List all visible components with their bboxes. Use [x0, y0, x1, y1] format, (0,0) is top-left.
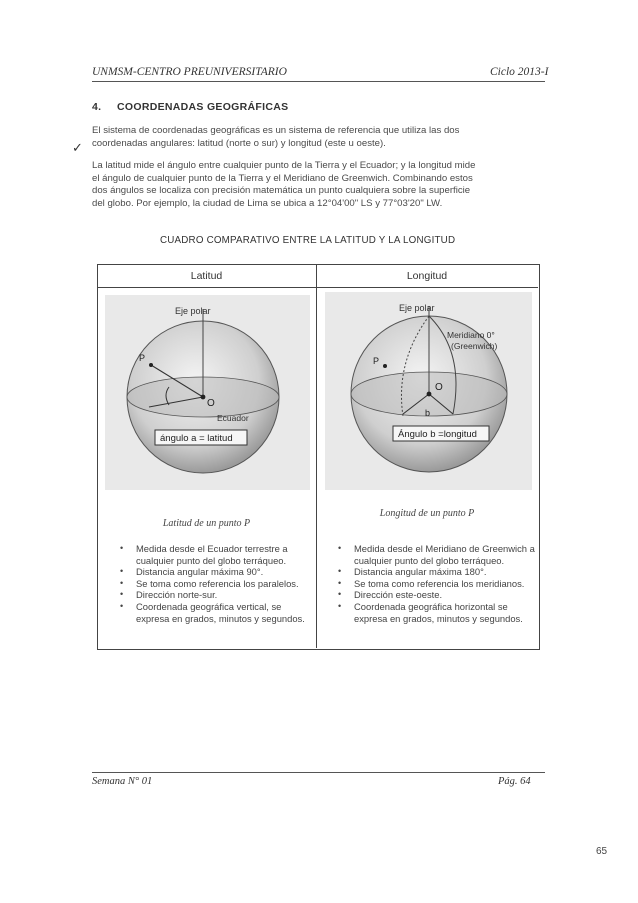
paragraph-line: coordenadas angulares: latitud (norte o sur) y longitud (este u oeste).: [92, 137, 386, 149]
list-item: • Se toma como referencia los meridianos.: [336, 578, 536, 590]
point-p-marker: [383, 364, 387, 368]
table-title: CUADRO COMPARATIVO ENTRE LA LATITUD Y LA LONGITUD: [160, 235, 456, 246]
point-label: P: [139, 353, 146, 363]
b-label: b: [425, 408, 431, 418]
list-item: • Coordenada geográfica vertical, se expresa en grados, minutos y segundos.: [118, 601, 314, 624]
margin-check-mark: ✓: [72, 140, 83, 155]
list-item: • Dirección norte-sur.: [118, 589, 314, 601]
center-o-marker: [201, 395, 206, 400]
greenwich-label: (Greenwich): [451, 341, 498, 351]
longitude-caption: Longitud de un punto P: [379, 508, 475, 519]
list-item: • Distancia angular máxima 180°.: [336, 566, 536, 578]
list-item: • Dirección este-oeste.: [336, 589, 536, 601]
axis-label: Eje polar: [175, 306, 211, 316]
paragraph-line: el ángulo de cualquier punto de la Tierra y el Meridiano de Greenwich. Combinando estos: [92, 172, 473, 184]
point-label: P: [373, 356, 380, 366]
header-rule: [92, 81, 545, 82]
paragraph-line: dos ángulos se localiza con precisión matemática un punto cualquiera sobre la superficie: [92, 185, 471, 197]
angle-label: Ángulo b =longitud: [398, 429, 477, 440]
list-item: • Medida desde el Ecuador terrestre a cualquier punto del globo terráqueo.: [118, 543, 314, 566]
latitude-caption: Latitud de un punto P: [162, 518, 251, 529]
footer-right: Pág. 64: [498, 776, 531, 787]
latitude-globe-figure: [105, 295, 310, 490]
equator-label: Ecuador: [217, 413, 249, 423]
list-item: • Coordenada geográfica horizontal se expresa en grados, minutos y segundos.: [336, 601, 536, 624]
header-left: UNMSM-CENTRO PREUNIVERSITARIO: [92, 66, 287, 78]
section-number: 4.: [92, 101, 102, 113]
footer-left: Semana N° 01: [92, 776, 153, 787]
longitude-bullets: [336, 543, 536, 624]
column-heading-longitud: Longitud: [406, 270, 448, 282]
paragraph-line: El sistema de coordenadas geográficas es un sistema de referencia que utiliza las dos: [92, 125, 460, 136]
latitude-bullets: [118, 543, 314, 624]
paragraph-1: [92, 125, 542, 150]
angle-label: ángulo a = latitud: [160, 433, 233, 444]
center-label: O: [207, 398, 215, 409]
list-item: • Se toma como referencia los paralelos.: [118, 578, 314, 590]
paragraph-line: del globo. Por ejemplo, la ciudad de Lima se ubica a 12°04'00" LS y 77°03'20" LW.: [92, 197, 443, 209]
section-title: COORDENADAS GEOGRÁFICAS: [117, 101, 289, 113]
list-item: • Distancia angular máxima 90°.: [118, 566, 314, 578]
axis-label: Eje polar: [399, 303, 435, 313]
table-divider: [316, 264, 317, 648]
meridian-label: Meridiano 0°: [447, 330, 495, 340]
page-number: 65: [596, 846, 608, 857]
column-heading-latitud: Latitud: [190, 270, 223, 282]
table-header-rule: [97, 287, 538, 288]
paragraph-2: [92, 160, 544, 210]
center-label: O: [435, 382, 443, 393]
paragraph-line: La latitud mide el ángulo entre cualquier punto de la Tierra y el Ecuador; y la longitud mide: [92, 160, 476, 171]
footer-rule: [92, 772, 545, 773]
point-p-marker: [149, 363, 153, 367]
list-item: • Medida desde el Meridiano de Greenwich a cualquier punto del globo terráqueo.: [336, 543, 536, 566]
header-right: Ciclo 2013-I: [490, 66, 549, 78]
center-o-marker: [427, 392, 432, 397]
longitude-globe-figure: [325, 292, 532, 490]
